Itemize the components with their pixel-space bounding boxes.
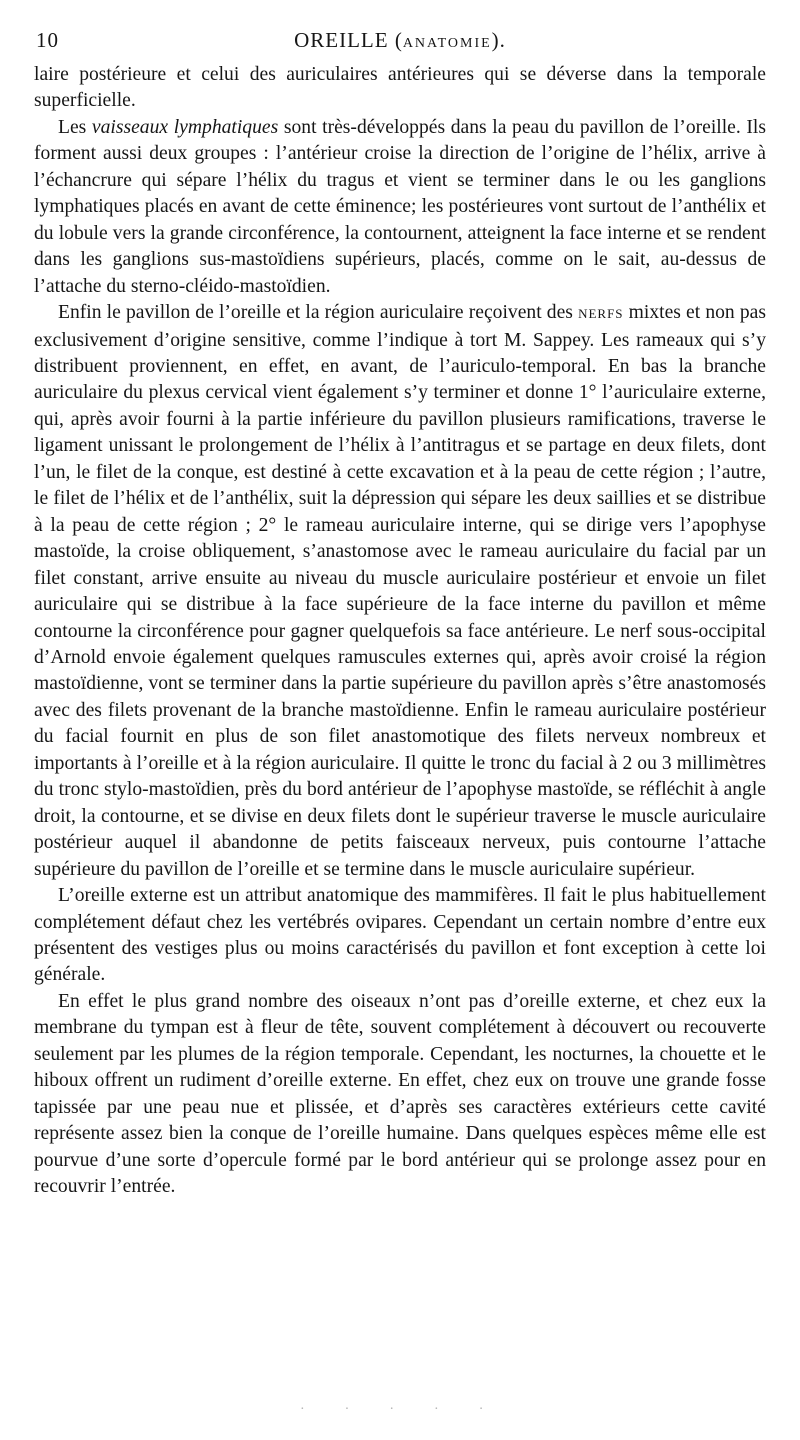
- book-page: [34, 26, 766, 1200]
- text-run: Les: [58, 116, 92, 138]
- paragraph: [34, 300, 766, 883]
- running-head-subtitle: ANATOMIE: [402, 36, 492, 51]
- page-header: [34, 26, 766, 62]
- paragraph: [34, 883, 766, 989]
- text-run: L’oreille externe est un attribut anatomique des mammifères. Il fait le plus habituellement complétement défaut chez les vertébrés ovipares. Cependant un certain nombre d’entre eux présentent des vestiges plus ou moins caractérisés du pavillon et font exception à cette loi générale.: [34, 885, 766, 986]
- print-speck: ·: [389, 1402, 435, 1417]
- running-head: [34, 28, 766, 53]
- running-head-paren-close: ).: [491, 28, 506, 52]
- paragraph: [34, 62, 766, 115]
- running-head-paren-open: (: [388, 28, 403, 52]
- small-caps-term: NERFS: [578, 306, 624, 322]
- text-run: Enfin le pavillon de l’oreille et la région auriculaire reçoivent des: [58, 302, 579, 324]
- print-speck: ·: [344, 1402, 390, 1417]
- paragraph: [34, 989, 766, 1201]
- page-number: 10: [36, 28, 59, 52]
- print-speck: ·: [478, 1402, 524, 1417]
- print-speck: ·: [434, 1402, 479, 1417]
- print-speck: ·: [300, 1402, 345, 1417]
- text-run: mixtes et non pas exclusivement d’origine sensitive, comme l’indique à tort M. Sappey. Les rameaux qui s’y distribuent proviennent, en effet, en avant, de l’auriculo-temporal. En bas la branche auriculaire du plexus cervical vient également s’y terminer et donne 1° l’auriculaire externe, qui, après avoir fourni à la partie inférieure du pavillon plusieurs ramifications, traverse le ligament unissant le prolongement de l’hélix à l’antitragus et se partage en deux filets, dont l’un, le filet de la conque, est destiné à cette excavation et à la peau de cette région ; l’autre, le filet de l’hélix et de l’anthélix, suit la dépression qui sépare les deux saillies et se distribue à la peau de cette région ; 2° le rameau auriculaire interne, qui se dirige vers l’apophyse mastoïde, la croise obliquement, s’anastomose avec le rameau auriculaire du facial par un filet constant, arrive ensuite au niveau du muscle auriculaire postérieur et envoie un filet auriculaire qui se distribue à la face supérieure de la face interne du pavillon et même contourne la circonférence pour gagner quelquefois sa face antérieure. Le nerf sous-occipital d’Arnold envoie également quelques ramuscules externes qui, après avoir croisé la région mastoïdienne, vont se terminer dans la partie supérieure du pavillon après s’être anastomosés avec des filets provenant de la branche mastoïdienne. Enfin le rameau auriculaire postérieur du facial fournit en plus de son filet anastomotique des filets nerveux nombreux et importants à l’oreille et à la région auriculaire. Il quitte le tronc du facial à 2 ou 3 millimètres du tronc stylo-mastoïdien, près du bord antérieur de l’apophyse mastoïde, se réfléchit à angle droit, la contourne, et se divise en deux filets dont le supérieur traverse le muscle auriculaire postérieur auquel il abandonne de petits faisceaux nerveux, puis contourne l’attache supérieure du pavillon de l’oreille et se termine dans le muscle auriculaire supérieur.: [34, 302, 766, 880]
- page-footer-specks: [300, 1402, 600, 1418]
- text-run: laire postérieure et celui des auriculaires antérieures qui se déverse dans la temporale superficielle.: [34, 64, 766, 112]
- italic-term: vaisseaux lymphatiques: [91, 116, 279, 138]
- body-text: [34, 62, 766, 1200]
- running-head-title: OREILLE: [294, 28, 389, 52]
- paragraph: [34, 115, 766, 300]
- text-run: sont très-développés dans la peau du pavillon de l’oreille. Ils forment aussi deux groupes : l’antérieur croise la direction de l’origine de l’hélix, arrive à l’échancrure qui sépare l’hélix du tragus et vient se terminer dans le ou les ganglions lymphatiques placés en avant de cette éminence; les postérieures vont surtout de l’anthélix et du lobule vers la grande circonférence, la contournent, atteignent la face interne et se rendent dans les ganglions sus-mastoïdiens supérieurs, placés, comme on le sait, au-dessus de l’attache du sterno-cléido-mastoïdien.: [34, 116, 766, 297]
- text-run: En effet le plus grand nombre des oiseaux n’ont pas d’oreille externe, et chez eux la membrane du tympan est à fleur de tête, souvent complétement à découvert ou recouverte seulement par les plumes de la région temporale. Cependant, les nocturnes, la chouette et le hiboux offrent un rudiment d’oreille externe. En effet, chez eux on trouve une grande fosse tapissée par une peau nue et plissée, et d’après ses caractères extérieurs cette cavité représente assez bien la conque de l’oreille humaine. Dans quelques espèces même elle est pourvue d’une sorte d’opercule formé par le bord antérieur qui se prolonge assez pour en recouvrir l’entrée.: [34, 990, 766, 1198]
